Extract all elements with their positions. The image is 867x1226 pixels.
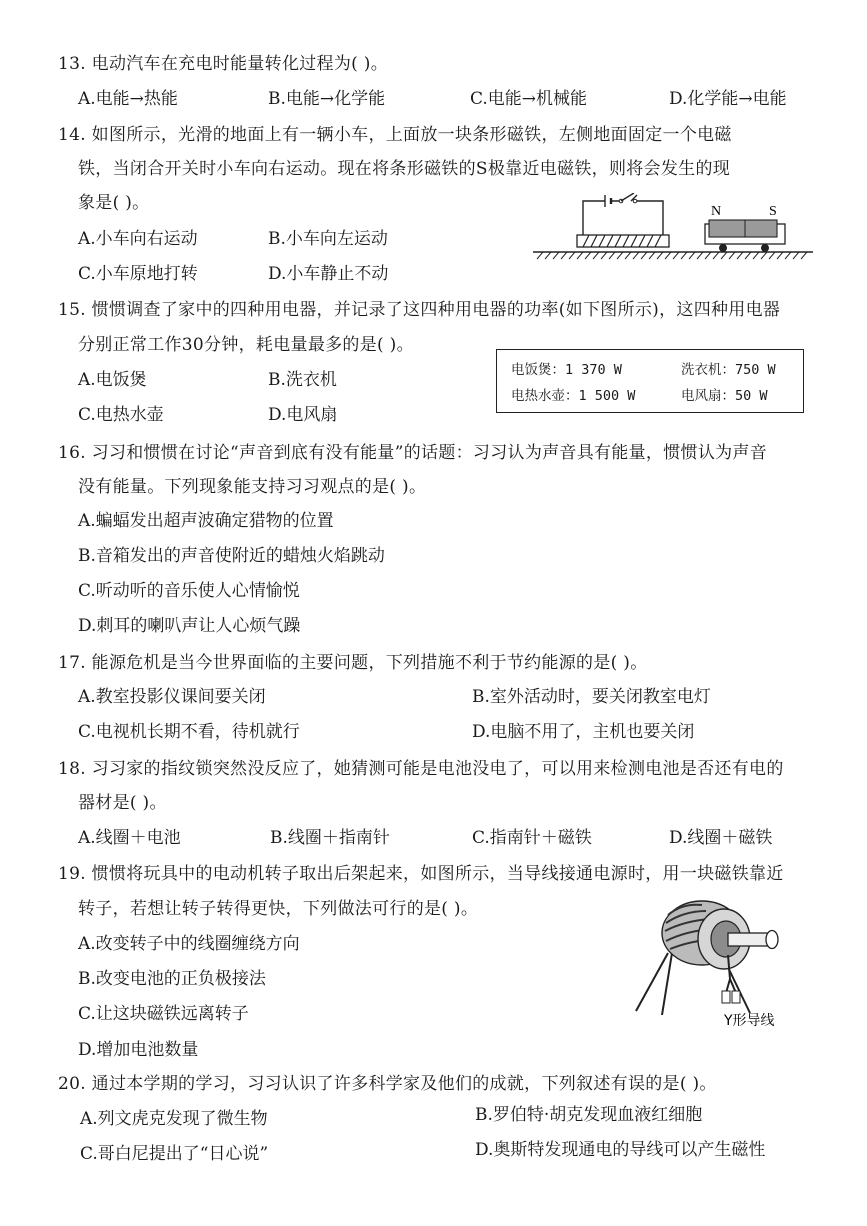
q18-stem-line-1: 18. 习习家的指纹锁突然没反应了，她猜测可能是电池没电了，可以用来检测电池是否还有电的 <box>58 759 784 779</box>
q20-option-a[interactable]: A.列文虎克发现了微生物 <box>80 1109 268 1129</box>
q16-option-b[interactable]: B.音箱发出的声音使附近的蜡烛火焰跳动 <box>78 546 385 566</box>
q15-option-d[interactable]: D.电风扇 <box>268 405 338 425</box>
q17-option-a[interactable]: A.教室投影仪课间要关闭 <box>78 687 266 707</box>
q15-option-b[interactable]: B.洗衣机 <box>268 370 337 390</box>
q18-option-a[interactable]: A.线圈＋电池 <box>78 828 181 848</box>
q14-stem-line-3: 象是( )。 <box>78 193 150 213</box>
motor-rotor-figure <box>632 893 802 1038</box>
q19-option-a[interactable]: A.改变转子中的线圈缠绕方向 <box>78 934 300 954</box>
q14-option-a[interactable]: A.小车向右运动 <box>78 229 198 249</box>
appliance-power-table <box>496 349 804 413</box>
q13-stem: 13. 电动汽车在充电时能量转化过程为( )。 <box>58 54 389 74</box>
q20-option-c[interactable]: C.哥白尼提出了“日心说” <box>80 1144 269 1164</box>
power-washing-machine: 洗衣机：750 W <box>681 362 776 378</box>
q14-stem-line-1: 14. 如图所示，光滑的地面上有一辆小车，上面放一块条形磁铁，左侧地面固定一个电磁 <box>58 125 732 145</box>
q14-option-d[interactable]: D.小车静止不动 <box>268 264 389 284</box>
q20-option-b[interactable]: B.罗伯特·胡克发现血液红细胞 <box>475 1105 703 1125</box>
q15-option-c[interactable]: C.电热水壶 <box>78 405 164 425</box>
electromagnet-cart-figure <box>533 193 813 265</box>
q18-option-d[interactable]: D.线圈＋磁铁 <box>669 828 773 848</box>
q16-stem-line-1: 16. 习习和惯惯在讨论“声音到底有没有能量”的话题：习习认为声音具有能量，惯惯认为声音 <box>58 443 768 463</box>
q16-option-a[interactable]: A.蝙蝠发出超声波确定猎物的位置 <box>78 511 334 531</box>
power-rice-cooker: 电饭煲：1 370 W <box>511 362 622 378</box>
q13-option-b[interactable]: B.电能→化学能 <box>268 89 386 109</box>
y-wire-caption: Y形导线 <box>724 1013 775 1029</box>
q19-option-d[interactable]: D.增加电池数量 <box>78 1040 199 1060</box>
q18-option-b[interactable]: B.线圈＋指南针 <box>270 828 390 848</box>
q19-stem-line-1: 19. 惯惯将玩具中的电动机转子取出后架起来，如图所示，当导线接通电源时，用一块磁铁靠近 <box>58 864 784 884</box>
q14-stem-line-2: 铁，当闭合开关时小车向右运动。现在将条形磁铁的S极靠近电磁铁，则将会发生的现 <box>78 159 731 179</box>
q15-stem-line-1: 15. 惯惯调查了家中的四种用电器，并记录了这四种用电器的功率(如下图所示)，这四种用电器 <box>58 300 781 320</box>
q20-option-d[interactable]: D.奥斯特发现通电的导线可以产生磁性 <box>475 1140 766 1160</box>
q18-option-c[interactable]: C.指南针＋磁铁 <box>472 828 592 848</box>
q13-option-d[interactable]: D.化学能→电能 <box>669 89 787 109</box>
q14-option-c[interactable]: C.小车原地打转 <box>78 264 198 284</box>
q19-option-c[interactable]: C.让这块磁铁远离转子 <box>78 1004 249 1024</box>
q16-stem-line-2: 没有能量。下列现象能支持习习观点的是( )。 <box>78 477 427 497</box>
q17-option-c[interactable]: C.电视机长期不看，待机就行 <box>78 722 300 742</box>
q20-stem: 20. 通过本学期的学习，习习认识了许多科学家及他们的成就，下列叙述有误的是( )。 <box>58 1074 717 1094</box>
south-pole-label: S <box>769 204 777 219</box>
power-kettle: 电热水壶：1 500 W <box>511 388 636 404</box>
q17-stem: 17. 能源危机是当今世界面临的主要问题，下列措施不利于节约能源的是( )。 <box>58 653 648 673</box>
q13-option-a[interactable]: A.电能→热能 <box>78 89 178 109</box>
q13-option-c[interactable]: C.电能→机械能 <box>470 89 588 109</box>
q17-option-d[interactable]: D.电脑不用了，主机也要关闭 <box>472 722 695 742</box>
q19-stem-line-2: 转子，若想让转子转得更快，下列做法可行的是( )。 <box>78 899 479 919</box>
q19-option-b[interactable]: B.改变电池的正负极接法 <box>78 969 266 989</box>
q16-option-c[interactable]: C.听动听的音乐使人心情愉悦 <box>78 581 300 601</box>
q18-stem-line-2: 器材是( )。 <box>78 793 167 813</box>
power-fan: 电风扇：50 W <box>681 388 768 404</box>
q16-option-d[interactable]: D.刺耳的喇叭声让人心烦气躁 <box>78 616 301 636</box>
q17-option-b[interactable]: B.室外活动时，要关闭教室电灯 <box>472 687 711 707</box>
north-pole-label: N <box>711 204 722 219</box>
q14-option-b[interactable]: B.小车向左运动 <box>268 229 388 249</box>
q15-stem-line-2: 分别正常工作30分钟，耗电量最多的是( )。 <box>78 335 414 355</box>
q15-option-a[interactable]: A.电饭煲 <box>78 370 147 390</box>
